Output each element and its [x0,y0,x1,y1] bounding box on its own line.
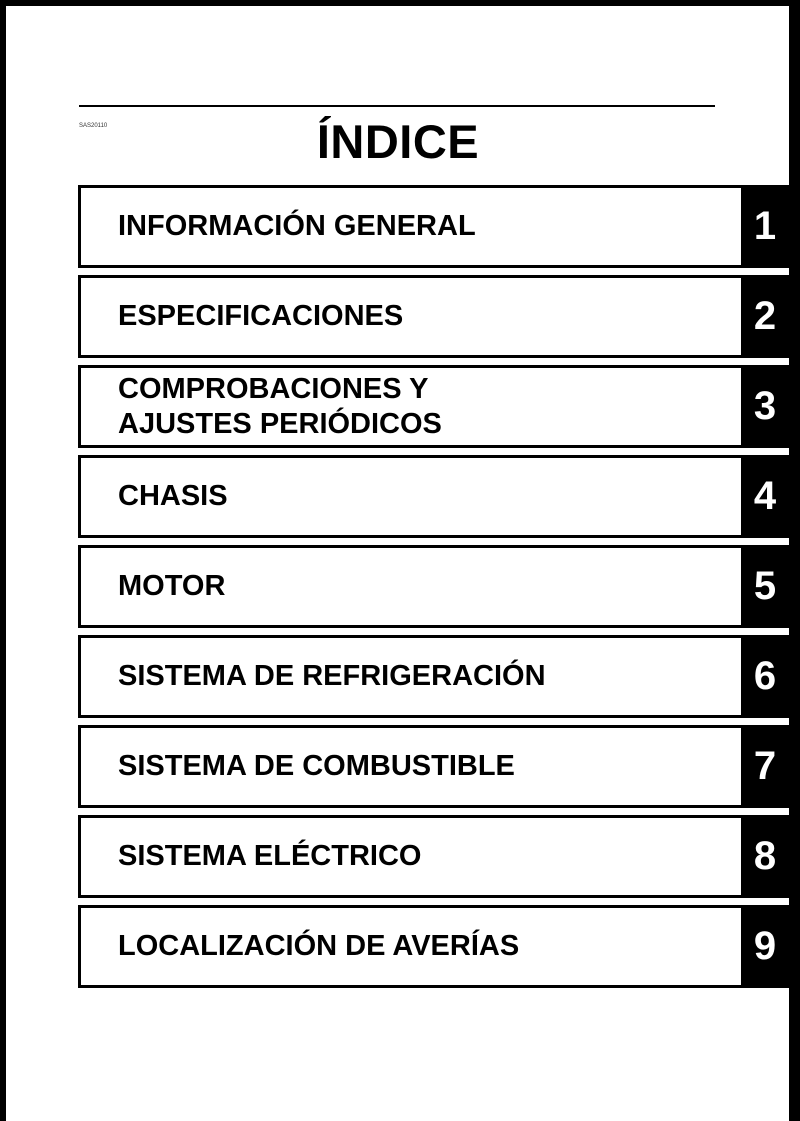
chapter-tab[interactable]: 6 [741,635,789,718]
chapter-tab[interactable]: 9 [741,905,789,988]
toc-item-chasis[interactable] [78,455,789,538]
chapter-tab[interactable]: 4 [741,455,789,538]
table-of-contents [78,185,789,995]
chapter-tab[interactable]: 3 [741,365,789,448]
page-title: ÍNDICE [316,115,480,168]
chapter-tab[interactable]: 1 [741,185,789,268]
chapter-tab[interactable]: 5 [741,545,789,628]
document-code: SAS20110 [79,123,108,129]
toc-item-informacion-general[interactable] [78,185,789,268]
toc-item-label: LOCALIZACIÓN DE AVERÍAS [118,930,520,962]
chapter-tab[interactable]: 2 [741,275,789,358]
toc-item-label: SISTEMA ELÉCTRICO [118,840,422,872]
toc-item-label: INFORMACIÓN GENERAL [118,210,476,242]
toc-item-especificaciones[interactable] [78,275,789,358]
toc-item-label: COMPROBACIONES Y AJUSTES PERIÓDICOS [118,372,442,440]
toc-item-motor[interactable] [78,545,789,628]
toc-item-refrigeracion[interactable] [78,635,789,718]
page-frame-top [0,0,800,6]
toc-item-combustible[interactable] [78,725,789,808]
toc-item-label: SISTEMA DE REFRIGERACIÓN [118,660,546,692]
chapter-tab[interactable]: 8 [741,815,789,898]
header-rule [79,105,715,107]
toc-item-label: SISTEMA DE COMBUSTIBLE [118,750,515,782]
toc-item-label: MOTOR [118,570,226,602]
chapter-tab[interactable]: 7 [741,725,789,808]
toc-item-comprobaciones[interactable] [78,365,789,448]
toc-item-label: CHASIS [118,480,228,512]
toc-item-averias[interactable] [78,905,789,988]
toc-item-label: ESPECIFICACIONES [118,300,404,332]
toc-item-electrico[interactable] [78,815,789,898]
